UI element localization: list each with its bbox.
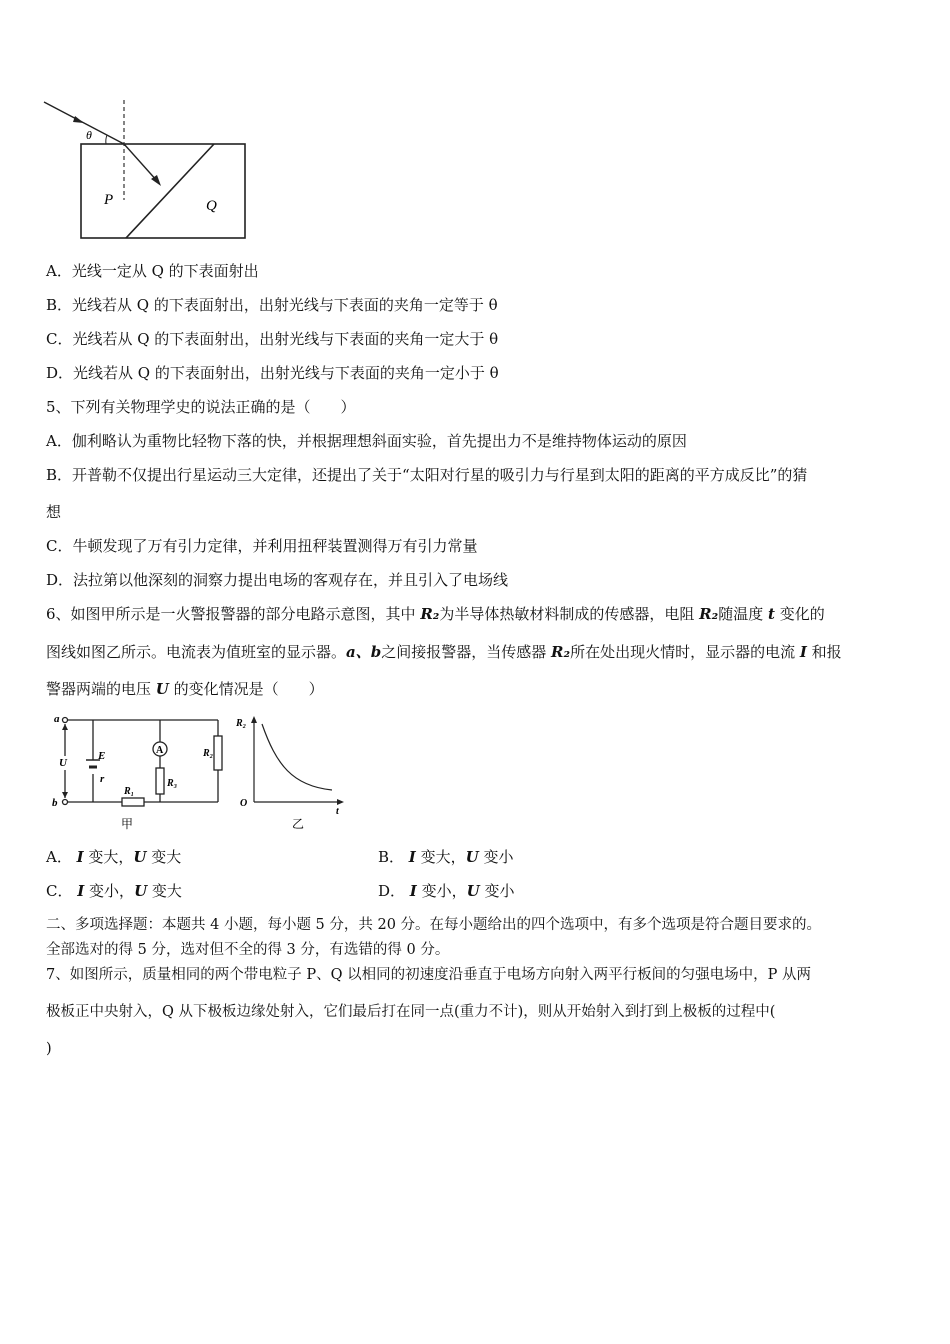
prism-figure (40, 92, 255, 248)
r1-resistor (122, 798, 144, 806)
q6-stem-line3: 警器两端的电压 U 的变化情况是（ ） (46, 680, 324, 698)
u-arrow-down (62, 792, 68, 798)
refracted-ray (124, 144, 158, 182)
circuit-figure (50, 712, 230, 834)
graph-origin: O (240, 798, 248, 809)
q5-stem: 5、下列有关物理学史的说法正确的是（ ） (46, 398, 356, 416)
q6-option-c: C． I 变小，U 变大 (46, 882, 182, 900)
q-label: Q (206, 198, 217, 214)
q4-option-a: A．光线一定从 Q 的下表面射出 (46, 262, 259, 280)
q5-option-c: C．牛顿发现了万有引力定律，并利用扭秤装置测得万有引力常量 (46, 537, 478, 555)
section2-header-line2: 全部选对的得 5 分，选对但不全的得 3 分，有选错的得 0 分。 (46, 942, 450, 958)
q6-stem-line1: 6、如图甲所示是一火警报警器的部分电路示意图，其中 R₂为半导体热敏材料制成的传感器，电阻 R₂随温度 t 变化的 (46, 605, 825, 623)
q7-stem-line1: 7、如图所示，质量相同的两个带电粒子 P、Q 以相同的初速度沿垂直于电场方向射入两平行板间的匀强电场中，P 从两 (46, 967, 811, 983)
q4-option-d: D．光线若从 Q 的下表面射出，出射光线与下表面的夹角一定小于 θ (46, 364, 499, 382)
circuit-e-label: E (98, 750, 106, 762)
circuit-r2-label: R₂ (203, 748, 214, 759)
q5-option-b-line1: B．开普勒不仅提出行星运动三大定律，还提出了关于“太阳对行星的吸引力与行星到太阳的距离的平方成反比”的猜 (46, 466, 808, 484)
circuit-caption: 甲 (121, 817, 134, 831)
q6-stem-line2: 图线如图乙所示。电流表为值班室的显示器。a、b之间接报警器，当传感器 R₂所在处出现火情时，显示器的电流 I 和报 (46, 643, 842, 661)
q4-option-c: C．光线若从 Q 的下表面射出，出射光线与下表面的夹角一定大于 θ (46, 330, 499, 348)
p-label: P (104, 192, 114, 208)
graph-x-label: t (336, 806, 339, 817)
q5-option-d: D．法拉第以他深刻的洞察力提出电场的客观存在，并且引入了电场线 (46, 571, 509, 589)
circuit-r1-label: R₁ (124, 786, 135, 797)
prism-diagonal (126, 144, 214, 238)
angle-arc (106, 135, 107, 144)
circuit-u-label: U (59, 757, 67, 769)
incident-arrow (73, 116, 84, 123)
q6-option-d: D． I 变小，U 变小 (378, 882, 515, 900)
r3-resistor (156, 768, 164, 794)
graph-curve (262, 724, 332, 790)
q6-option-b: B． I 变大，U 变小 (378, 848, 514, 866)
section2-header-line1: 二、多项选择题：本题共 4 小题，每小题 5 分，共 20 分。在每小题给出的四个选项中，有多个选项是符合题目要求的。 (46, 917, 822, 933)
q4-option-b: B．光线若从 Q 的下表面射出，出射光线与下表面的夹角一定等于 θ (46, 296, 498, 314)
q7-stem-line3: ) (46, 1041, 52, 1057)
q5-option-a: A．伽利略认为重物比轻物下落的快，并根据理想斜面实验，首先提出力不是维持物体运动的原因 (46, 432, 687, 450)
prism-outline (81, 144, 245, 238)
q7-stem-line2: 极板正中央射入，Q 从下极板边缘处射入，它们最后打在同一点(重力不计)，则从开始射入到打到上极板的过程中( (46, 1004, 776, 1020)
circuit-r-label: r (100, 773, 105, 785)
theta-label: θ (86, 128, 92, 142)
circuit-a-label: a (54, 713, 60, 725)
graph-y-label: R₂ (236, 718, 247, 729)
r2-t-graph (232, 712, 352, 834)
circuit-r3-label: R₃ (167, 778, 178, 789)
graph-caption: 乙 (292, 817, 305, 831)
circuit-b-label: b (52, 797, 58, 809)
q6-option-a: A． I 变大，U 变大 (46, 848, 182, 866)
circuit-ammeter-label: A (156, 745, 164, 756)
u-arrow-up (62, 724, 68, 730)
q5-option-b-line2: 想 (46, 503, 62, 521)
r2-resistor (214, 736, 222, 770)
